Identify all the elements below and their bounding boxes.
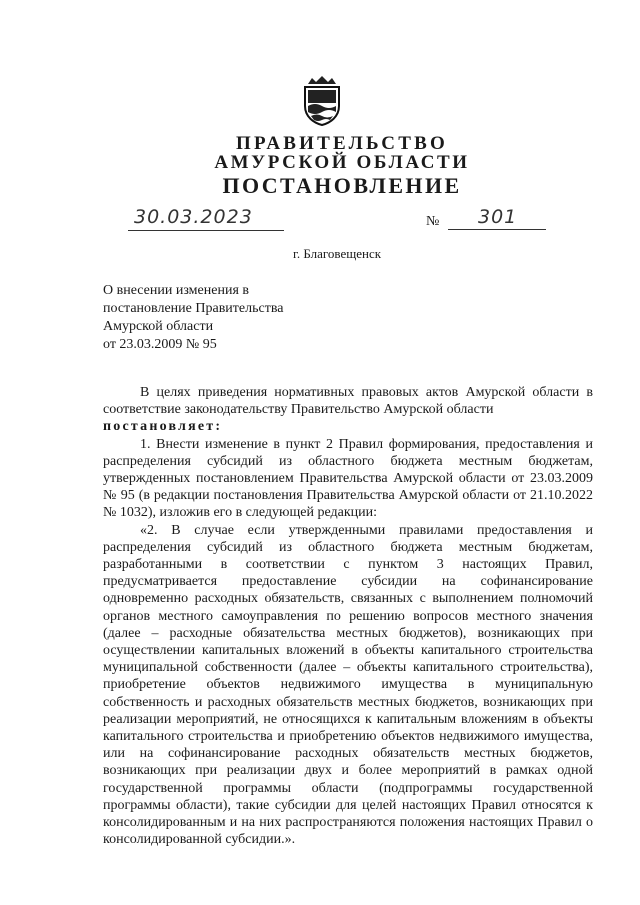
region-title: АМУРСКОЙ ОБЛАСТИ — [214, 152, 470, 173]
number-label: № — [426, 214, 440, 229]
coat-of-arms-icon — [302, 76, 342, 126]
item-1-paragraph: 1. Внести изменение в пункт 2 Правил формирования, предоставления и распределения субсидий из областного бюджета местным бюджетам, утвержденных постановлением Правительства Амурской области от 23.03.2009 № 95 (в редакции постановления Правительства Амурской области от 21.10.2022 № 1032), изложив его в следующей редакции: — [103, 436, 593, 521]
subject-line: постановление Правительства — [103, 301, 284, 316]
decree-word: постановляет: — [103, 419, 223, 435]
subject-line: О внесении изменения в — [103, 283, 249, 298]
preamble-paragraph: В целях приведения нормативных правовых актов Амурской области в соответствие законодательству Правительство Амурской области — [103, 385, 593, 418]
document-date: 30.03.2023 — [128, 206, 284, 231]
subject-line: Амурской области — [103, 319, 214, 334]
city-name: г. Благовещенск — [292, 246, 382, 261]
subject-line: от 23.03.2009 № 95 — [103, 337, 217, 352]
quoted-rule-paragraph: «2. В случае если утвержденными правилами предоставления и распределения субсидий из областного бюджета местным бюджетам, разработанными в соответствии с пунктом 3 настоящих Правил, предусматривается предоставление субсидии на софинансирование одновременно расходных обязательств, связанных с выполнением полномочий органов местного самоуправления по решению вопросов местного значения (далее – расходные обязательства местных бюджетов), возникающих при осуществлении капитальных вложений в объекты капитального строительства муниципальной собственности (далее – объекты капитального строительства), приобретение объектов недвижимого имущества в муниципальную собственность и расходных обязательств местных бюджетов, возникающих при реализации мероприятий, не относящихся к капитальным вложениям в объекты капитального строительства и приобретению объектов недвижимого имущества, или на софинансирование расходных обязательств местных бюджетов, возникающих при реализации двух и более мероприятий в рамках одной государственной программы области (подпрограммы государственной программы области), такие субсидии для целей настоящих Правил относятся к консолидированным и на них распространяются положения настоящих Правил о консолидированной субсидии.». — [103, 522, 593, 848]
document-type-title: ПОСТАНОВЛЕНИЕ — [222, 173, 462, 198]
document-body — [103, 384, 593, 848]
government-title: ПРАВИТЕЛЬСТВО — [236, 133, 448, 154]
document-number: 301 — [448, 206, 546, 230]
document-subject — [103, 282, 283, 354]
